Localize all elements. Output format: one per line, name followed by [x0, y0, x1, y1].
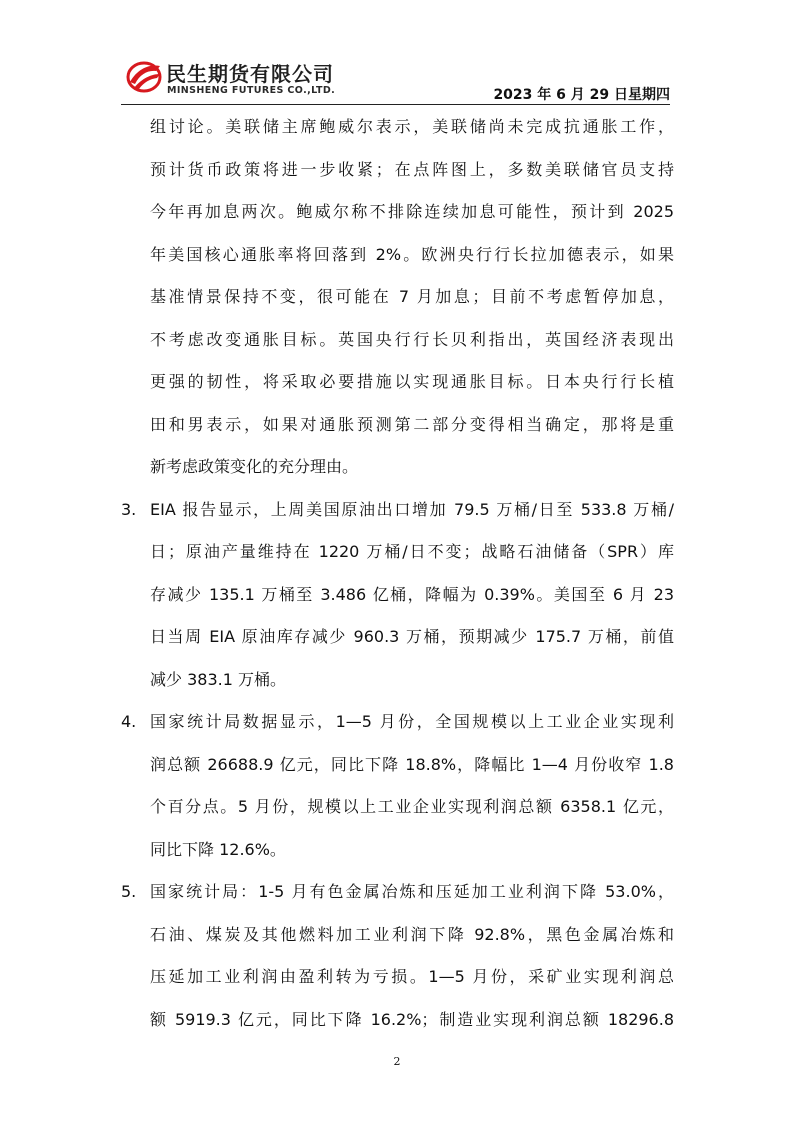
text-line: 额 5919.3 亿元，同比下降 16.2%；制造业实现利润总额 18296.8	[150, 1010, 674, 1029]
text-line: 新考虑政策变化的充分理由。	[150, 457, 359, 476]
text-line: 田和男表示，如果对通胀预测第二部分变得相当确定，那将是重	[150, 415, 674, 434]
text-line: 基准情景保持不变，很可能在 7 月加息；目前不考虑暂停加息，	[150, 287, 674, 306]
text-line: 国家统计局：1-5 月有色金属冶炼和压延加工业利润下降 53.0%，	[150, 882, 674, 901]
text-line: 石油、煤炭及其他燃料加工业利润下降 92.8%，黑色金属冶炼和	[150, 925, 674, 944]
text-line: 同比下降 12.6%。	[150, 840, 286, 859]
text-line: 更强的韧性，将采取必要措施以实现通胀目标。日本央行行长植	[150, 372, 674, 391]
minsheng-logo-icon	[126, 60, 162, 94]
text-line: 日当周 EIA 原油库存减少 960.3 万桶，预期减少 175.7 万桶，前值	[150, 627, 674, 646]
text-line: 减少 383.1 万桶。	[150, 670, 286, 689]
header-divider	[121, 104, 670, 105]
text-line: 预计货币政策将进一步收紧；在点阵图上，多数美联储官员支持	[150, 160, 674, 179]
list-item-number: 5.	[121, 882, 137, 901]
text-line: 国家统计局数据显示，1—5 月份，全国规模以上工业企业实现利	[150, 712, 674, 731]
text-line: 组讨论。美联储主席鲍威尔表示，美联储尚未完成抗通胀工作，	[150, 117, 674, 136]
text-line: 个百分点。5 月份，规模以上工业企业实现利润总额 6358.1 亿元，	[150, 797, 674, 816]
page-header	[0, 0, 794, 110]
text-line: 存减少 135.1 万桶至 3.486 亿桶，降幅为 0.39%。美国至 6 月 23	[150, 585, 674, 604]
logo-english-name: MINSHENG FUTURES CO.,LTD.	[167, 85, 336, 96]
text-line: 今年再加息两次。鲍威尔称不排除连续加息可能性，预计到 2025	[150, 202, 674, 221]
text-line: 润总额 26688.9 亿元，同比下降 18.8%，降幅比 1—4 月份收窄 1.8	[150, 755, 674, 774]
text-line: 压延加工业利润由盈利转为亏损。1—5 月份，采矿业实现利润总	[150, 967, 674, 986]
report-date: 2023 年 6 月 29 日星期四	[493, 87, 670, 103]
logo-chinese-name: 民生期货有限公司	[166, 62, 334, 86]
list-item-number: 4.	[121, 712, 137, 731]
text-line: EIA 报告显示，上周美国原油出口增加 79.5 万桶/日至 533.8 万桶/	[150, 500, 674, 519]
list-item-number: 3.	[121, 500, 137, 519]
page-number: 2	[393, 1055, 401, 1068]
text-line: 日；原油产量维持在 1220 万桶/日不变；战略石油储备（SPR）库	[150, 542, 674, 561]
text-line: 年美国核心通胀率将回落到 2%。欧洲央行行长拉加德表示，如果	[150, 245, 674, 264]
text-line: 不考虑改变通胀目标。英国央行行长贝利指出，英国经济表现出	[150, 330, 674, 349]
